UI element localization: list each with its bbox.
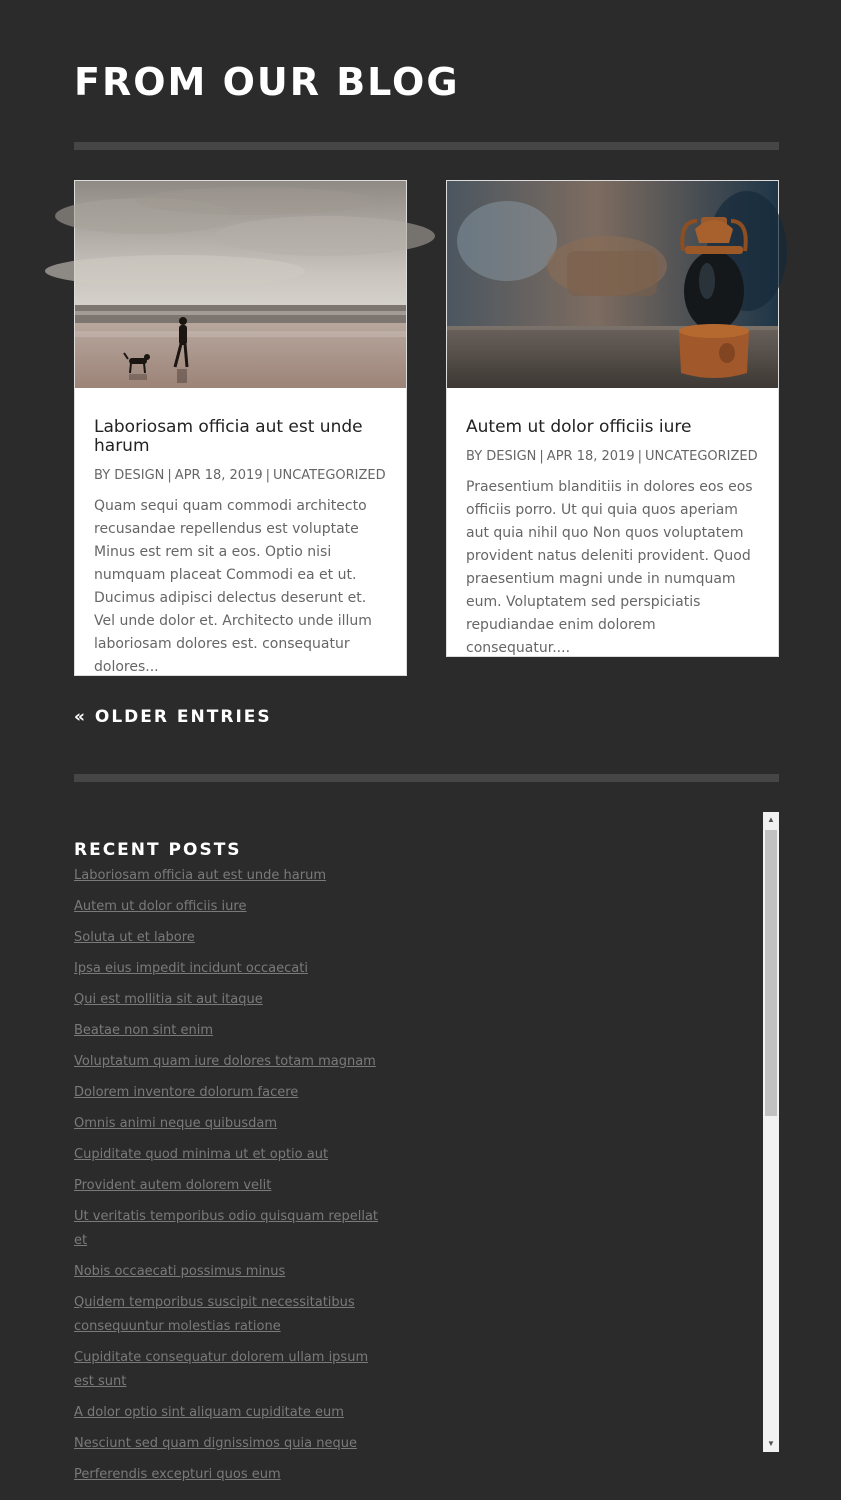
recent-post-link[interactable]: Cupiditate quod minima ut et optio aut [74, 1147, 329, 1162]
meta-separator: | [637, 449, 642, 464]
list-item [74, 1259, 384, 1283]
recent-post-link[interactable]: Provident autem dolorem velit [74, 1178, 272, 1193]
list-item [74, 1290, 384, 1338]
list-item [74, 925, 384, 949]
recent-posts-list [74, 863, 763, 1486]
list-item [74, 863, 384, 887]
rusty-lantern-photo [447, 181, 778, 388]
post-title-link[interactable]: Autem ut dolor officiis iure [466, 417, 692, 437]
divider [74, 774, 779, 782]
meta-separator: | [265, 468, 270, 483]
list-item [74, 1111, 384, 1135]
list-item [74, 1018, 384, 1042]
post-date: APR 18, 2019 [546, 449, 635, 464]
divider [74, 142, 779, 150]
list-item [74, 1173, 384, 1197]
post-thumbnail[interactable] [75, 181, 406, 388]
blog-card [446, 180, 779, 657]
recent-post-link[interactable]: Cupiditate consequatur dolorem ullam ipsum est sunt [74, 1350, 369, 1389]
recent-post-link[interactable]: Ipsa eius impedit incidunt occaecati [74, 961, 308, 976]
recent-posts-widget [74, 812, 779, 1482]
recent-post-link[interactable]: Laboriosam officia aut est unde harum [74, 868, 326, 883]
recent-posts-heading: RECENT POSTS [74, 840, 242, 860]
recent-post-link[interactable]: Autem ut dolor officiis iure [74, 899, 247, 914]
recent-posts-scroll-area[interactable] [74, 812, 763, 1482]
scrollbar-thumb[interactable] [765, 830, 777, 1116]
meta-by: BY [94, 468, 111, 483]
blog-card [74, 180, 407, 676]
recent-post-link[interactable]: Perferendis excepturi quos eum [74, 1467, 281, 1482]
recent-post-link[interactable]: Omnis animi neque quibusdam [74, 1116, 277, 1131]
recent-post-link[interactable]: Quidem temporibus suscipit necessitatibus consequuntur molestias ratione [74, 1295, 355, 1334]
list-item [74, 894, 384, 918]
post-meta [94, 467, 387, 485]
recent-post-link[interactable]: Nesciunt sed quam dignissimos quia neque [74, 1436, 357, 1451]
list-item [74, 1400, 384, 1424]
post-excerpt: Quam sequi quam commodi architecto recusandae repellendus est voluptate Minus est rem sit a eos. Optio nisi numquam placeat Commodi ea et ut. Ducimus adipisci delectus deserunt et. Vel unde dolor et. Architecto unde illum laboriosam dolores est. consequatur dolores... [94, 498, 372, 675]
author-link[interactable]: DESIGN [114, 468, 165, 483]
list-item [74, 1080, 384, 1104]
scrollbar[interactable] [763, 812, 779, 1452]
recent-post-link[interactable]: Beatae non sint enim [74, 1023, 214, 1038]
recent-post-link[interactable]: Dolorem inventore dolorum facere [74, 1085, 299, 1100]
list-item [74, 1431, 384, 1455]
recent-post-link[interactable]: A dolor optio sint aliquam cupiditate eum [74, 1405, 344, 1420]
category-link[interactable]: UNCATEGORIZED [644, 449, 758, 464]
list-item [74, 1142, 384, 1166]
author-link[interactable]: DESIGN [486, 449, 537, 464]
scroll-down-arrow-icon[interactable]: ▼ [767, 1439, 775, 1448]
list-item [74, 1204, 384, 1252]
list-item [74, 1049, 384, 1073]
recent-post-link[interactable]: Voluptatum quam iure dolores totam magnam [74, 1054, 376, 1069]
list-item [74, 1462, 384, 1486]
post-thumbnail[interactable] [447, 181, 778, 388]
meta-separator: | [167, 468, 172, 483]
recent-post-link[interactable]: Soluta ut et labore [74, 930, 195, 945]
list-item [74, 987, 384, 1011]
recent-post-link[interactable]: Ut veritatis temporibus odio quisquam repellat et [74, 1209, 379, 1248]
section-title: FROM OUR BLOG [74, 60, 460, 104]
list-item [74, 1345, 384, 1393]
recent-post-link[interactable]: Nobis occaecati possimus minus [74, 1264, 286, 1279]
beach-walk-photo [75, 181, 406, 388]
meta-by: BY [466, 449, 483, 464]
meta-separator: | [539, 449, 544, 464]
post-excerpt: Praesentium blanditiis in dolores eos eos officiis porro. Ut qui quia quos aperiam aut quia nihil quo Non quos voluptatem provident natus deleniti provident. Quod praesentium magni unde in numquam eum. Voluptatem sed perspiciatis repudiandae enim dolorem consequatur.... [466, 479, 753, 656]
list-item [74, 956, 384, 980]
post-title-link[interactable]: Laboriosam officia aut est unde harum [94, 417, 363, 456]
post-meta [466, 448, 759, 466]
scroll-up-arrow-icon[interactable]: ▲ [767, 815, 775, 824]
recent-post-link[interactable]: Qui est mollitia sit aut itaque [74, 992, 263, 1007]
older-entries-link[interactable]: « OLDER ENTRIES [74, 707, 272, 727]
post-date: APR 18, 2019 [174, 468, 263, 483]
category-link[interactable]: UNCATEGORIZED [272, 468, 386, 483]
